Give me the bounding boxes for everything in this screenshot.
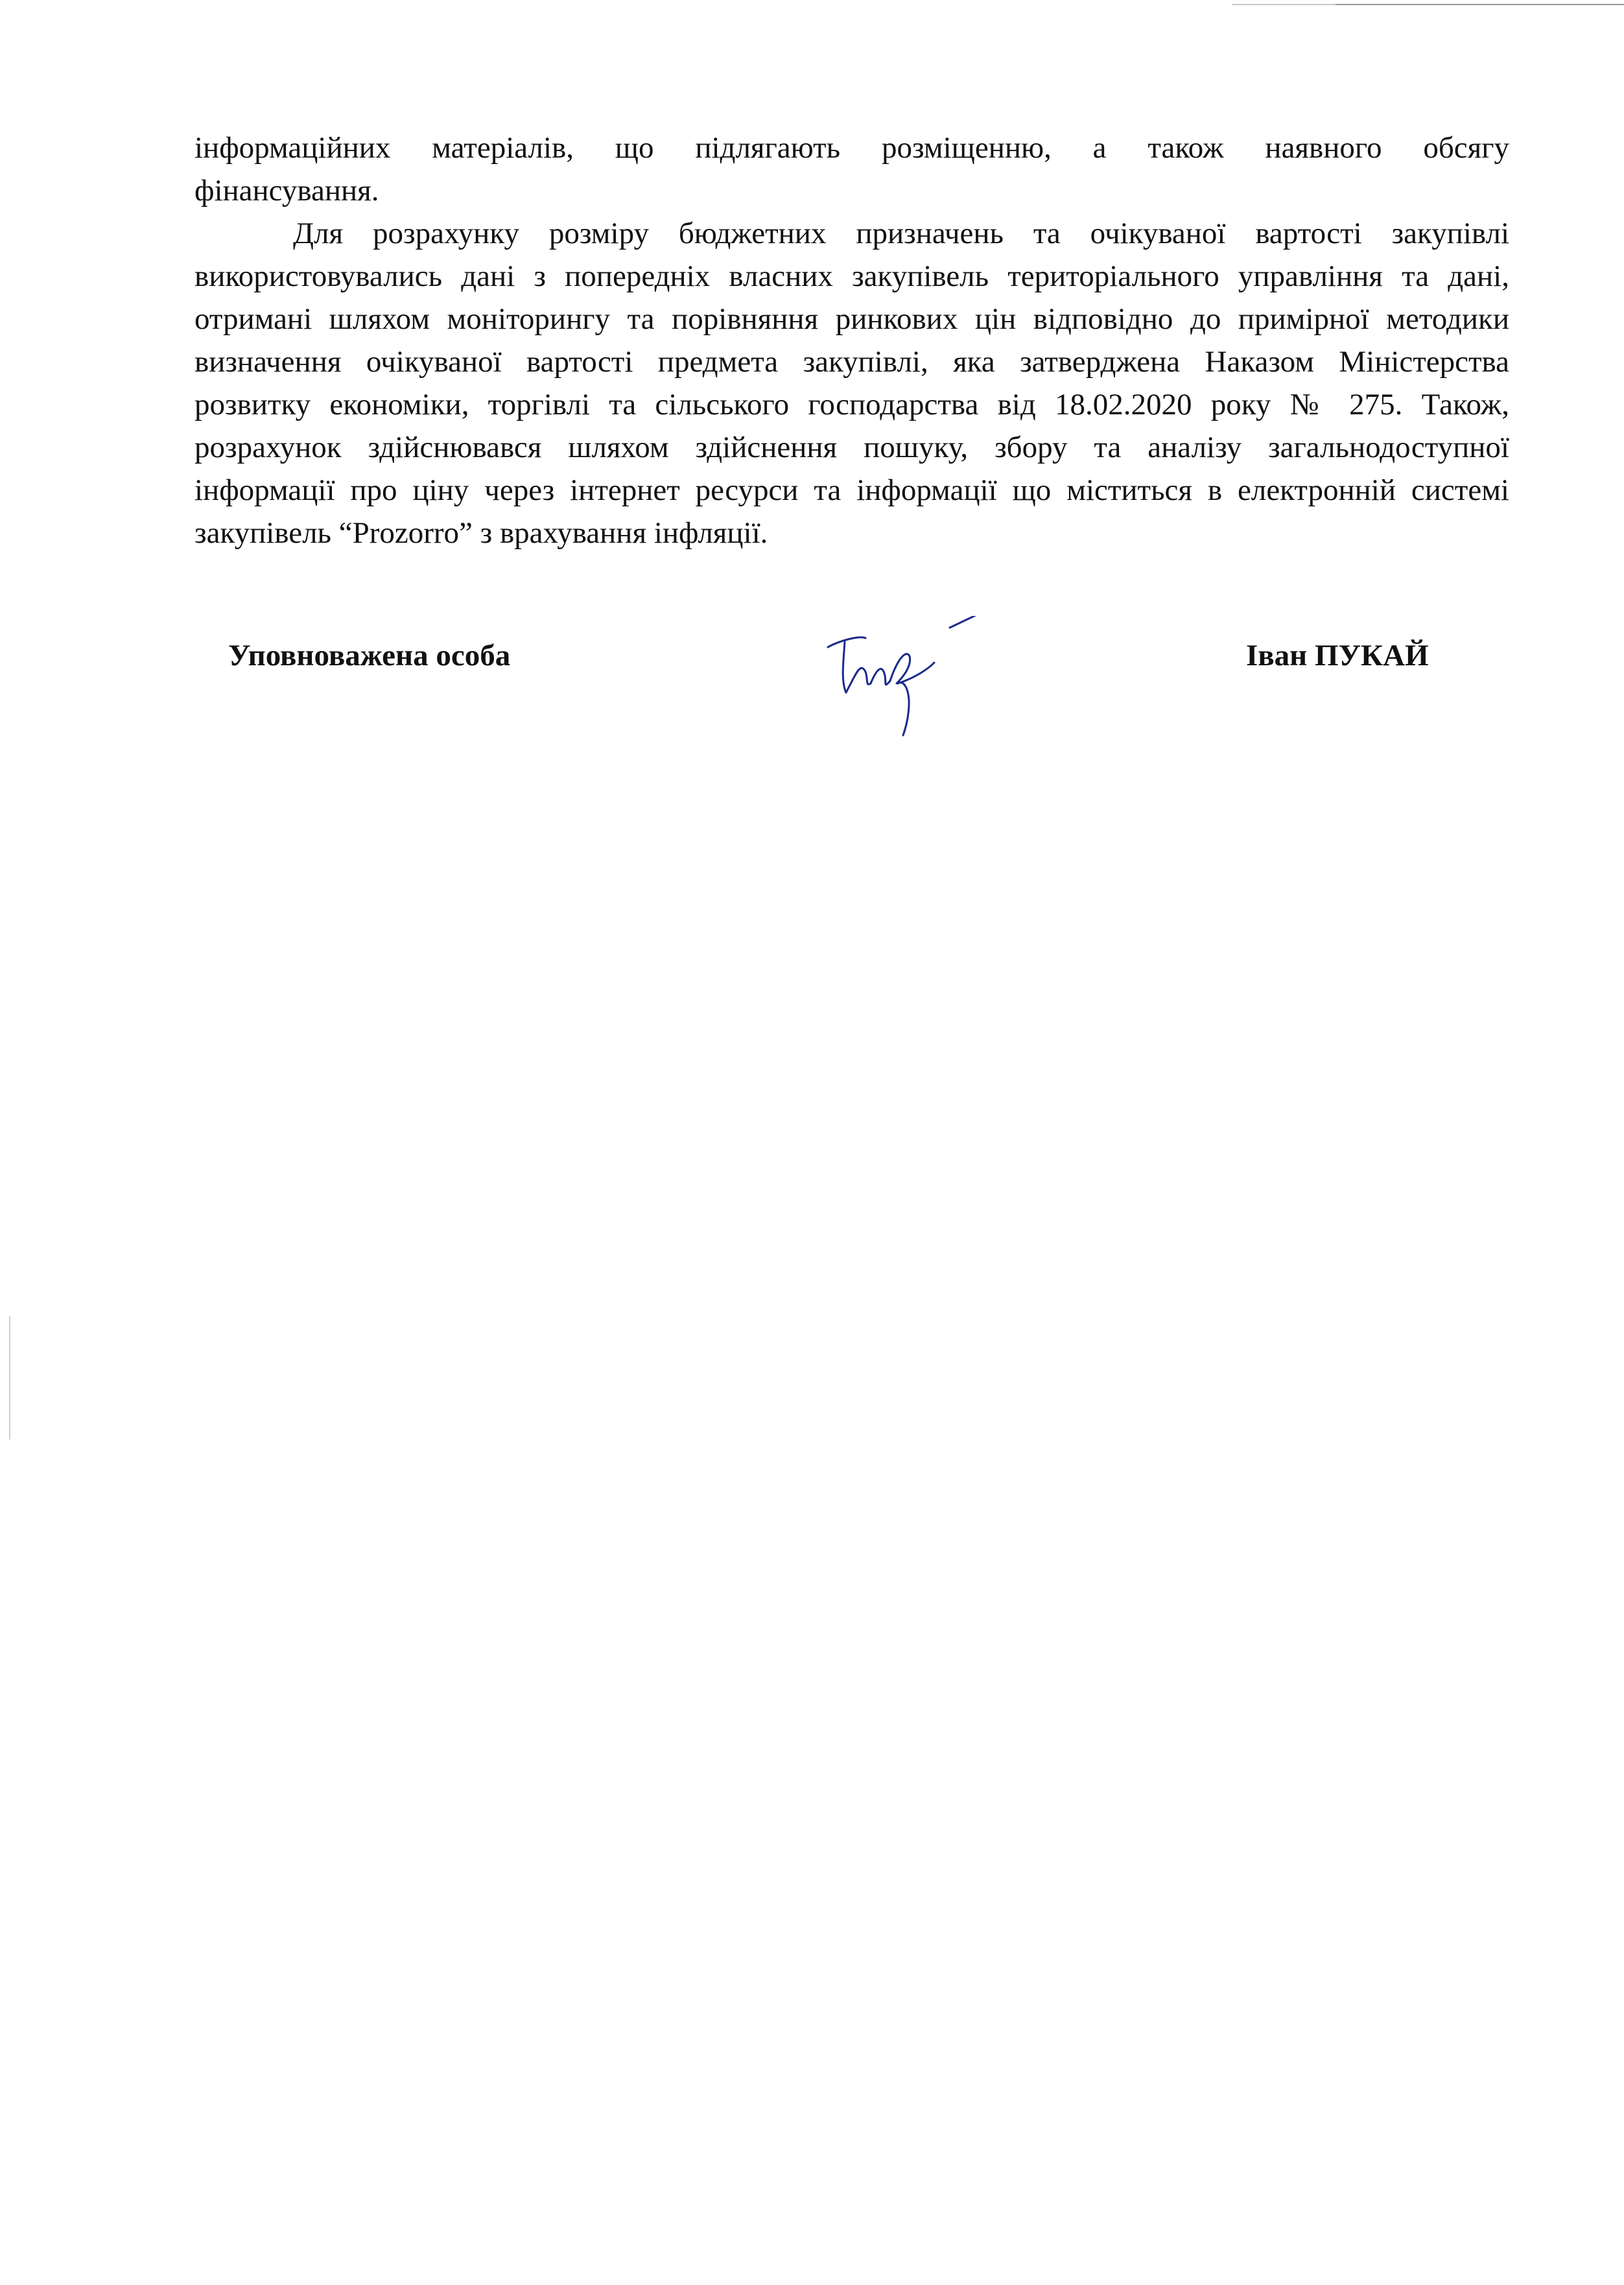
signature-block [0, 622, 1624, 752]
signatory-name: Іван ПУКАЙ [1246, 639, 1429, 672]
scan-edge-mark [1336, 4, 1624, 5]
handwritten-signature [820, 616, 989, 739]
signatory-role: Уповноважена особа [228, 639, 511, 672]
scan-edge-mark [9, 1316, 10, 1439]
text-line: розвитку економіки, торгівлі та сільського господарства від 18.02.2020 року № 275. Також, [194, 388, 1509, 421]
text-line: визначення очікуваної вартості предмета закупівлі, яка затверджена Наказом Міністерства [194, 345, 1509, 379]
text-line: закупівель “Prozorro” з врахування інфляції. [194, 516, 768, 550]
paragraph-1 [194, 126, 1509, 212]
paragraph-2 [194, 212, 1509, 554]
text-line: розрахунок здійснювався шляхом здійснення пошуку, збору та аналізу загальнодоступної [194, 431, 1509, 464]
text-line: інформаційних матеріалів, що підлягають розміщенню, а також наявного обсягу [194, 131, 1509, 165]
text-line: фінансування. [194, 174, 379, 207]
text-line: використовувались дані з попередніх власних закупівель територіального управління та дані, [194, 259, 1509, 293]
document-body [194, 126, 1509, 554]
scan-edge-mark [1232, 4, 1336, 5]
text-line: отримані шляхом моніторингу та порівняння ринкових цін відповідно до примірної методики [194, 302, 1509, 336]
text-line: інформації про ціну через інтернет ресурси та інформації що міститься в електронній системі [194, 473, 1509, 507]
text-line: Для розрахунку розміру бюджетних призначень та очікуваної вартості закупівлі [293, 217, 1509, 250]
